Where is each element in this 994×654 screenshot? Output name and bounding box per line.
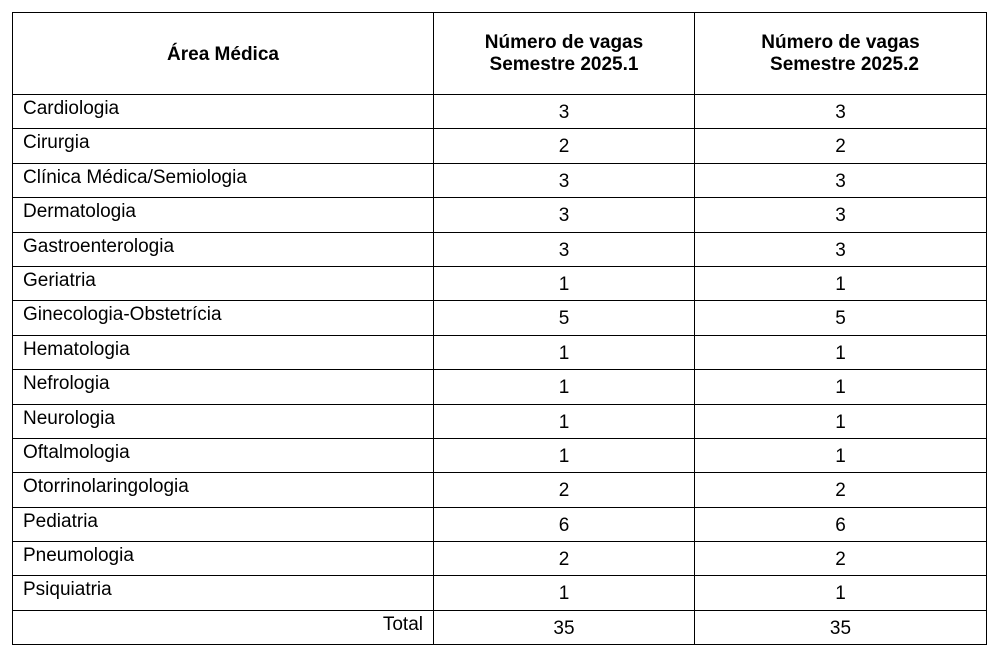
- total-row: [13, 610, 987, 644]
- total-label: Total: [13, 610, 434, 644]
- area-cell: Cirurgia: [13, 129, 434, 163]
- vagas-2025-2-cell: 3: [695, 198, 987, 232]
- area-cell: Oftalmologia: [13, 438, 434, 472]
- header-semestre-2025-1-line2: Semestre 2025.1: [489, 53, 639, 75]
- vagas-2025-1-cell: 1: [434, 576, 695, 610]
- table-row: [13, 301, 987, 335]
- vagas-2025-2-cell: 1: [695, 438, 987, 472]
- vagas-2025-1-cell: 3: [434, 232, 695, 266]
- header-semestre-2025-2: [695, 13, 987, 95]
- table-row: [13, 129, 987, 163]
- table-row: [13, 438, 987, 472]
- area-cell: Dermatologia: [13, 198, 434, 232]
- area-cell: Clínica Médica/Semiologia: [13, 163, 434, 197]
- vagas-2025-1-cell: 1: [434, 370, 695, 404]
- table-row: [13, 335, 987, 369]
- vagas-2025-2-cell: 1: [695, 370, 987, 404]
- area-cell: Ginecologia-Obstetrícia: [13, 301, 434, 335]
- area-cell: Neurologia: [13, 404, 434, 438]
- table-header-row: [13, 13, 987, 95]
- table-row: [13, 576, 987, 610]
- header-semestre-2025-2-line1: Número de vagas: [761, 31, 920, 53]
- vagas-2025-1-cell: 5: [434, 301, 695, 335]
- vagas-2025-2-cell: 5: [695, 301, 987, 335]
- vagas-2025-1-cell: 3: [434, 95, 695, 129]
- area-cell: Pediatria: [13, 507, 434, 541]
- table-row: [13, 198, 987, 232]
- table-row: [13, 266, 987, 300]
- vagas-2025-1-cell: 1: [434, 266, 695, 300]
- vagas-2025-2-cell: 2: [695, 473, 987, 507]
- vagas-2025-1-cell: 2: [434, 473, 695, 507]
- area-cell: Nefrologia: [13, 370, 434, 404]
- vagas-2025-1-cell: 6: [434, 507, 695, 541]
- header-semestre-2025-1: [434, 13, 695, 95]
- area-cell: Otorrinolaringologia: [13, 473, 434, 507]
- vagas-2025-2-cell: 2: [695, 542, 987, 576]
- vagas-2025-1-cell: 3: [434, 198, 695, 232]
- table-row: [13, 542, 987, 576]
- area-cell: Cardiologia: [13, 95, 434, 129]
- total-2025-2-cell: 35: [695, 610, 987, 644]
- vagas-2025-1-cell: 2: [434, 129, 695, 163]
- vagas-2025-1-cell: 1: [434, 404, 695, 438]
- table-row: [13, 473, 987, 507]
- table-row: [13, 507, 987, 541]
- vagas-2025-1-cell: 1: [434, 438, 695, 472]
- table-row: [13, 232, 987, 266]
- vagas-2025-2-cell: 2: [695, 129, 987, 163]
- area-cell: Hematologia: [13, 335, 434, 369]
- vagas-2025-2-cell: 3: [695, 95, 987, 129]
- area-cell: Gastroenterologia: [13, 232, 434, 266]
- vagas-2025-1-cell: 2: [434, 542, 695, 576]
- area-cell: Psiquiatria: [13, 576, 434, 610]
- vagas-2025-2-cell: 6: [695, 507, 987, 541]
- vagas-2025-2-cell: 1: [695, 404, 987, 438]
- total-2025-1-cell: 35: [434, 610, 695, 644]
- vagas-2025-2-cell: 1: [695, 335, 987, 369]
- table-row: [13, 404, 987, 438]
- vagas-table: [12, 12, 987, 645]
- vagas-2025-1-cell: 3: [434, 163, 695, 197]
- header-area-medica: Área Médica: [13, 13, 434, 95]
- table-row: [13, 163, 987, 197]
- vagas-2025-2-cell: 1: [695, 576, 987, 610]
- vagas-2025-1-cell: 1: [434, 335, 695, 369]
- vagas-2025-2-cell: 3: [695, 163, 987, 197]
- vagas-2025-2-cell: 3: [695, 232, 987, 266]
- header-semestre-2025-2-line2: Semestre 2025.2: [770, 53, 919, 75]
- area-cell: Geriatria: [13, 266, 434, 300]
- vagas-2025-2-cell: 1: [695, 266, 987, 300]
- header-semestre-2025-1-line1: Número de vagas: [484, 31, 644, 53]
- table-row: [13, 370, 987, 404]
- table-row: [13, 95, 987, 129]
- area-cell: Pneumologia: [13, 542, 434, 576]
